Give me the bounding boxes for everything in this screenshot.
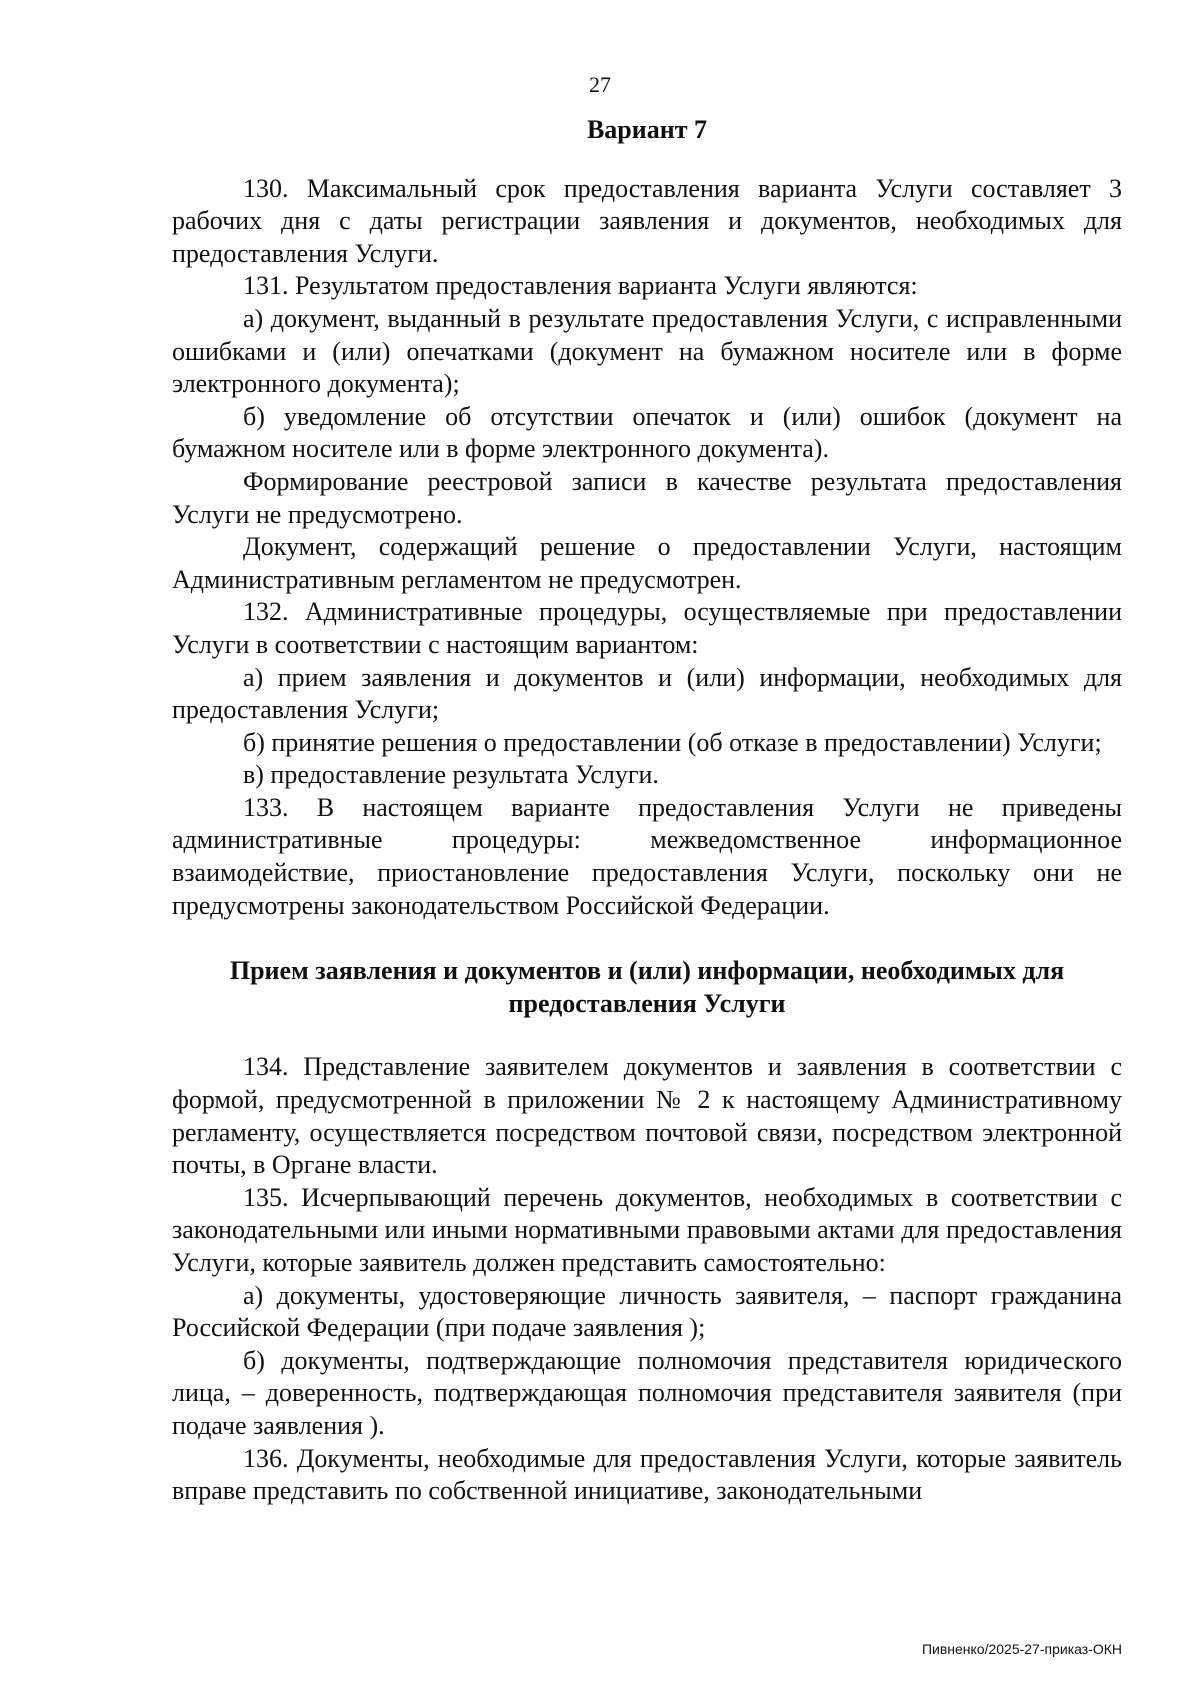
paragraph-132-c: в) предоставление результата Услуги. bbox=[243, 760, 659, 790]
footer-document-code: Пивненко/2025-27-приказ-ОКН bbox=[921, 1641, 1122, 1657]
paragraph-136: 136. Документы, необходимые для предоставления Услуги, которые заявитель вправе представить по собственной инициативе, законодательными bbox=[172, 1443, 1122, 1506]
paragraph-131: 131. Результатом предоставления варианта Услуги являются: bbox=[243, 271, 918, 301]
paragraph-133: 133. В настоящем варианте предоставления Услуги не приведены административные процедуры: межведомственное информационное взаимодействие, приостановление предоставления Услуги, поскольку они не предусмотрены законодательством Российской Федерации. bbox=[172, 792, 1122, 920]
paragraph-132-a: а) прием заявления и документов и (или) информации, необходимых для предоставления Услуги; bbox=[172, 662, 1122, 725]
subsection-title: Прием заявления и документов и (или) информации, необходимых для предоставления Услуги bbox=[229, 956, 1065, 1018]
paragraph-130: 130. Максимальный срок предоставления варианта Услуги составляет 3 рабочих дня с даты регистрации заявления и документов, необходимых для предоставления Услуги. bbox=[172, 173, 1122, 268]
page-number: 27 bbox=[589, 72, 611, 97]
paragraph-131-a: а) документ, выданный в результате предоставления Услуги, с исправленными ошибками и (или) опечатками (документ на бумажном носителе или в форме электронного документа); bbox=[172, 303, 1122, 399]
paragraph-134: 134. Представление заявителем документов и заявления в соответствии с формой, предусмотренной в приложении № 2 к настоящему Административному регламенту, осуществляется посредством почтовой связи, посредством электронной почты, в Органе власти. bbox=[172, 1052, 1122, 1180]
paragraph-135: 135. Исчерпывающий перечень документов, необходимых в соответствии с законодательными или иными нормативными правовыми актами для предоставления Услуги, которые заявитель должен представить самостоятельно: bbox=[172, 1182, 1122, 1277]
section-title: Вариант 7 bbox=[586, 115, 708, 144]
paragraph-132-b: б) принятие решения о предоставлении (об отказе в предоставлении) Услуги; bbox=[243, 727, 1102, 757]
paragraph-registry-record: Формирование реестровой записи в качестве результата предоставления Услуги не предусмотрено. bbox=[172, 466, 1122, 529]
paragraph-135-b: б) документы, подтверждающие полномочия представителя юридического лица, – доверенность, подтверждающая полномочия представителя заявителя (при подаче заявления ). bbox=[172, 1345, 1122, 1440]
paragraph-131-b: б) уведомление об отсутствии опечаток и (или) ошибок (документ на бумажном носителе или в форме электронного документа). bbox=[172, 401, 1122, 464]
paragraph-135-a: а) документы, удостоверяющие личность заявителя, – паспорт гражданина Российской Федерации (при подаче заявления ); bbox=[172, 1280, 1122, 1343]
paragraph-decision-document: Документ, содержащий решение о предоставлении Услуги, настоящим Административным регламентом не предусмотрен. bbox=[172, 532, 1122, 594]
paragraph-132: 132. Административные процедуры, осуществляемые при предоставлении Услуги в соответствии с настоящим вариантом: bbox=[172, 597, 1122, 659]
document-body bbox=[172, 114, 1122, 1508]
